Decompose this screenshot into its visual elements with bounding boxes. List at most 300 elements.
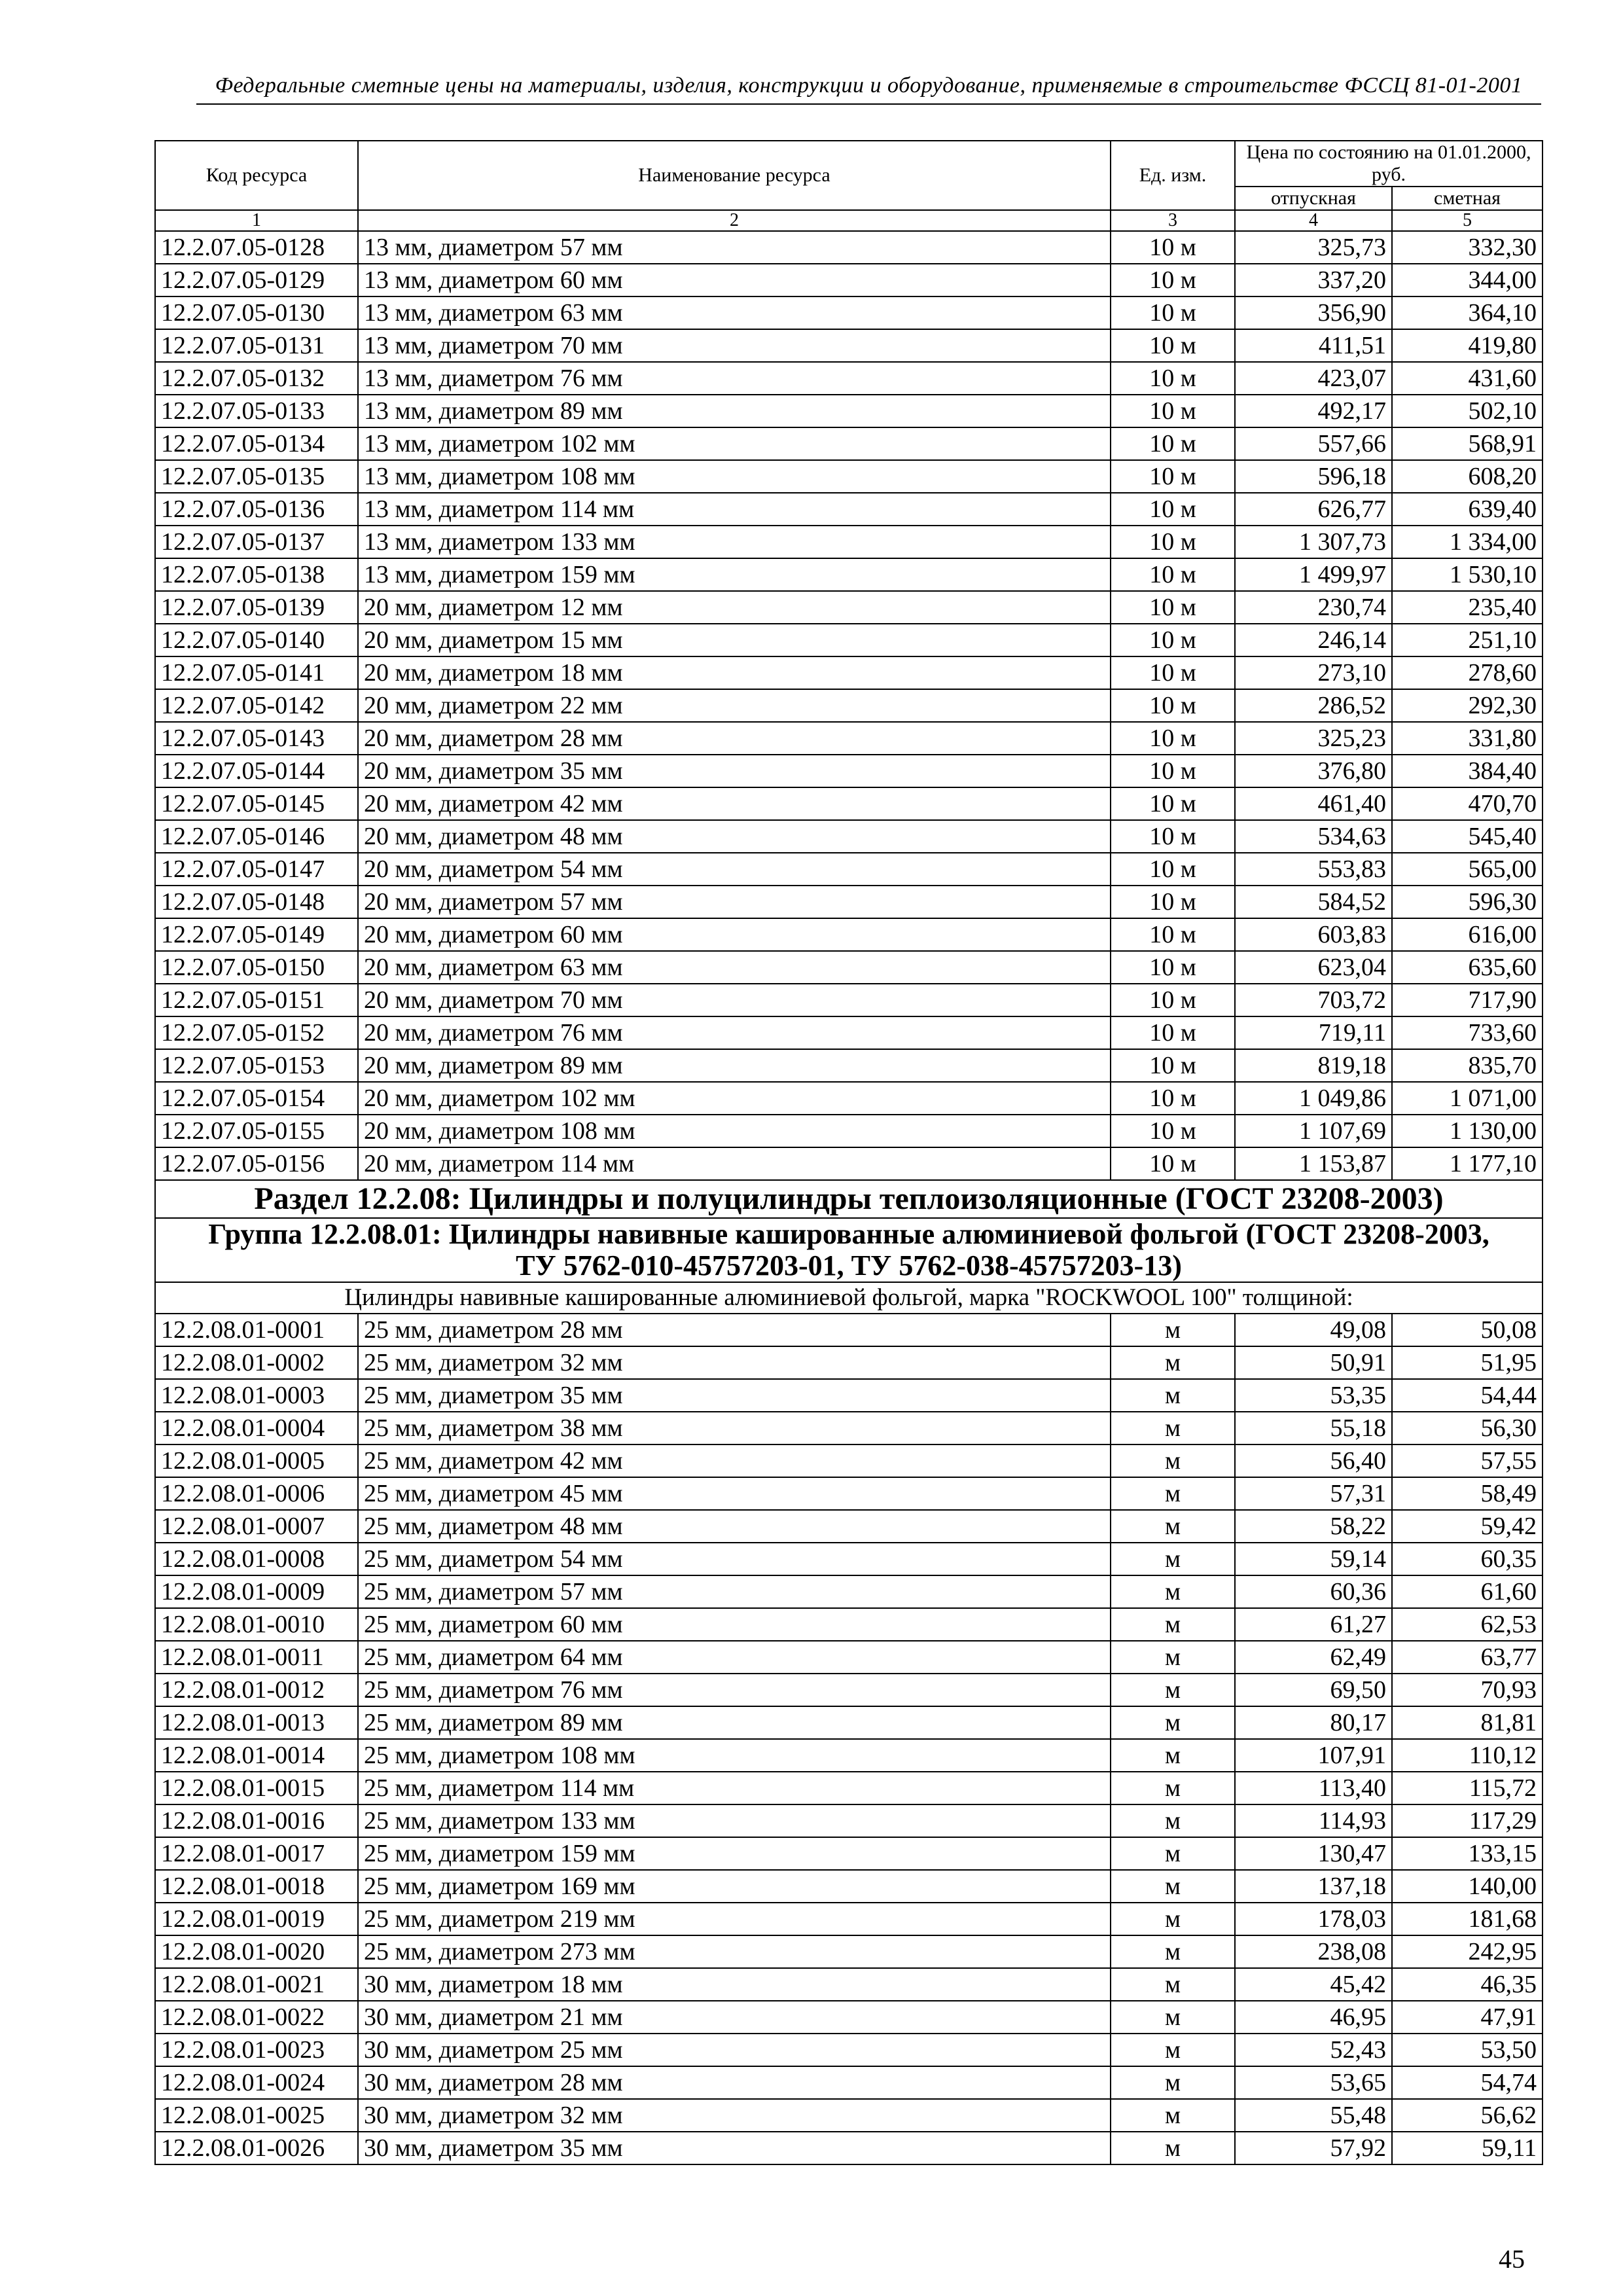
subgroup-title: Цилиндры навивные кашированные алюминиевой фольгой, марка "ROCKWOOL 100" толщиной: (155, 1282, 1543, 1314)
estimate-price: 62,53 (1392, 1608, 1543, 1641)
unit-of-measure: м (1111, 1804, 1235, 1837)
table-row (155, 755, 1543, 787)
resource-code: 12.2.07.05-0144 (155, 755, 358, 787)
unit-of-measure: 10 м (1111, 362, 1235, 395)
resource-code: 12.2.08.01-0002 (155, 1346, 358, 1379)
table-row (155, 329, 1543, 362)
table-row (155, 1049, 1543, 1082)
resource-code: 12.2.07.05-0136 (155, 493, 358, 526)
resource-name: 13 мм, диаметром 60 мм (358, 264, 1111, 296)
table-row (155, 395, 1543, 427)
header-rule (196, 103, 1541, 105)
resource-code: 12.2.07.05-0152 (155, 1016, 358, 1049)
unit-of-measure: м (1111, 1346, 1235, 1379)
table-row (155, 1641, 1543, 1674)
resource-code: 12.2.08.01-0003 (155, 1379, 358, 1412)
section-headings (155, 1180, 1543, 1314)
table-row (155, 1706, 1543, 1739)
unit-of-measure: 10 м (1111, 526, 1235, 558)
release-price: 325,23 (1235, 722, 1392, 755)
unit-of-measure: м (1111, 1575, 1235, 1608)
resource-code: 12.2.08.01-0009 (155, 1575, 358, 1608)
table-row (155, 1147, 1543, 1180)
estimate-price: 133,15 (1392, 1837, 1543, 1870)
resource-code: 12.2.07.05-0146 (155, 820, 358, 853)
table-row (155, 2099, 1543, 2132)
unit-of-measure: м (1111, 1968, 1235, 2001)
estimate-price: 59,11 (1392, 2132, 1543, 2164)
unit-of-measure: 10 м (1111, 558, 1235, 591)
estimate-price: 46,35 (1392, 1968, 1543, 2001)
resource-name: 13 мм, диаметром 114 мм (358, 493, 1111, 526)
release-price: 230,74 (1235, 591, 1392, 624)
resource-name: 20 мм, диаметром 70 мм (358, 984, 1111, 1016)
resource-name: 13 мм, диаметром 57 мм (358, 231, 1111, 264)
table-row (155, 984, 1543, 1016)
table-row (155, 2034, 1543, 2066)
resource-code: 12.2.07.05-0145 (155, 787, 358, 820)
unit-of-measure: м (1111, 2034, 1235, 2066)
resource-name: 13 мм, диаметром 133 мм (358, 526, 1111, 558)
unit-of-measure: 10 м (1111, 493, 1235, 526)
estimate-price: 242,95 (1392, 1935, 1543, 1968)
header-price: Цена по состоянию на 01.01.2000, руб. (1235, 141, 1543, 187)
release-price: 62,49 (1235, 1641, 1392, 1674)
table-row (155, 526, 1543, 558)
resource-name: 13 мм, диаметром 159 мм (358, 558, 1111, 591)
resource-code: 12.2.08.01-0024 (155, 2066, 358, 2099)
page-number: 45 (1499, 2244, 1525, 2274)
resource-name: 30 мм, диаметром 28 мм (358, 2066, 1111, 2099)
estimate-price: 1 334,00 (1392, 526, 1543, 558)
unit-of-measure: 10 м (1111, 1049, 1235, 1082)
unit-of-measure: 10 м (1111, 820, 1235, 853)
unit-of-measure: 10 м (1111, 264, 1235, 296)
release-price: 60,36 (1235, 1575, 1392, 1608)
rows-group-12-2-08-01 (155, 1314, 1543, 2164)
release-price: 137,18 (1235, 1870, 1392, 1903)
table-row (155, 1772, 1543, 1804)
release-price: 69,50 (1235, 1674, 1392, 1706)
table-row (155, 1379, 1543, 1412)
estimate-price: 565,00 (1392, 853, 1543, 886)
release-price: 273,10 (1235, 656, 1392, 689)
estimate-price: 344,00 (1392, 264, 1543, 296)
unit-of-measure: м (1111, 1444, 1235, 1477)
unit-of-measure: м (1111, 2001, 1235, 2034)
table-row (155, 1082, 1543, 1115)
resource-code: 12.2.07.05-0150 (155, 951, 358, 984)
table-row (155, 1510, 1543, 1543)
resource-name: 25 мм, диаметром 89 мм (358, 1706, 1111, 1739)
price-table (154, 140, 1543, 2165)
unit-of-measure: м (1111, 1674, 1235, 1706)
unit-of-measure: 10 м (1111, 591, 1235, 624)
resource-name: 20 мм, диаметром 89 мм (358, 1049, 1111, 1082)
estimate-price: 110,12 (1392, 1739, 1543, 1772)
estimate-price: 70,93 (1392, 1674, 1543, 1706)
resource-code: 12.2.08.01-0016 (155, 1804, 358, 1837)
resource-name: 25 мм, диаметром 28 мм (358, 1314, 1111, 1346)
estimate-price: 117,29 (1392, 1804, 1543, 1837)
estimate-price: 545,40 (1392, 820, 1543, 853)
table-header-row (155, 141, 1543, 187)
column-number: 4 (1235, 210, 1392, 231)
table-row (155, 689, 1543, 722)
resource-code: 12.2.07.05-0156 (155, 1147, 358, 1180)
estimate-price: 56,62 (1392, 2099, 1543, 2132)
table-row (155, 1935, 1543, 1968)
estimate-price: 140,00 (1392, 1870, 1543, 1903)
estimate-price: 431,60 (1392, 362, 1543, 395)
header-name: Наименование ресурса (358, 141, 1111, 210)
unit-of-measure: 10 м (1111, 1115, 1235, 1147)
resource-code: 12.2.08.01-0015 (155, 1772, 358, 1804)
release-price: 130,47 (1235, 1837, 1392, 1870)
table-row (155, 1968, 1543, 2001)
resource-name: 25 мм, диаметром 114 мм (358, 1772, 1111, 1804)
table-row (155, 493, 1543, 526)
release-price: 356,90 (1235, 296, 1392, 329)
resource-name: 20 мм, диаметром 60 мм (358, 918, 1111, 951)
release-price: 53,65 (1235, 2066, 1392, 2099)
estimate-price: 835,70 (1392, 1049, 1543, 1082)
release-price: 584,52 (1235, 886, 1392, 918)
release-price: 55,48 (1235, 2099, 1392, 2132)
resource-code: 12.2.08.01-0001 (155, 1314, 358, 1346)
resource-name: 20 мм, диаметром 57 мм (358, 886, 1111, 918)
resource-name: 25 мм, диаметром 159 мм (358, 1837, 1111, 1870)
column-number: 5 (1392, 210, 1543, 231)
resource-name: 25 мм, диаметром 273 мм (358, 1935, 1111, 1968)
release-price: 1 307,73 (1235, 526, 1392, 558)
estimate-price: 50,08 (1392, 1314, 1543, 1346)
table-row (155, 1739, 1543, 1772)
price-table-body (155, 141, 1543, 231)
table-row (155, 1870, 1543, 1903)
resource-name: 20 мм, диаметром 102 мм (358, 1082, 1111, 1115)
rows-section-12-2-07 (155, 231, 1543, 1180)
unit-of-measure: 10 м (1111, 853, 1235, 886)
release-price: 337,20 (1235, 264, 1392, 296)
release-price: 45,42 (1235, 1968, 1392, 2001)
table-row (155, 1346, 1543, 1379)
release-price: 57,31 (1235, 1477, 1392, 1510)
release-price: 238,08 (1235, 1935, 1392, 1968)
resource-name: 20 мм, диаметром 63 мм (358, 951, 1111, 984)
resource-name: 13 мм, диаметром 63 мм (358, 296, 1111, 329)
release-price: 492,17 (1235, 395, 1392, 427)
resource-code: 12.2.07.05-0149 (155, 918, 358, 951)
unit-of-measure: м (1111, 1837, 1235, 1870)
unit-of-measure: 10 м (1111, 755, 1235, 787)
resource-name: 25 мм, диаметром 108 мм (358, 1739, 1111, 1772)
running-header: Федеральные сметные цены на материалы, изделия, конструкции и оборудование, применяемые в строительстве ФССЦ 81-01-2001 (215, 73, 1523, 98)
table-row (155, 1837, 1543, 1870)
resource-name: 20 мм, диаметром 76 мм (358, 1016, 1111, 1049)
release-price: 819,18 (1235, 1049, 1392, 1082)
resource-code: 12.2.07.05-0151 (155, 984, 358, 1016)
release-price: 703,72 (1235, 984, 1392, 1016)
table-row (155, 264, 1543, 296)
table-row (155, 1575, 1543, 1608)
estimate-price: 733,60 (1392, 1016, 1543, 1049)
estimate-price: 635,60 (1392, 951, 1543, 984)
estimate-price: 364,10 (1392, 296, 1543, 329)
table-row (155, 1444, 1543, 1477)
column-number: 2 (358, 210, 1111, 231)
resource-code: 12.2.07.05-0129 (155, 264, 358, 296)
unit-of-measure: 10 м (1111, 722, 1235, 755)
estimate-price: 251,10 (1392, 624, 1543, 656)
unit-of-measure: 10 м (1111, 395, 1235, 427)
release-price: 1 049,86 (1235, 1082, 1392, 1115)
table-row (155, 460, 1543, 493)
resource-name: 25 мм, диаметром 32 мм (358, 1346, 1111, 1379)
unit-of-measure: м (1111, 1477, 1235, 1510)
release-price: 623,04 (1235, 951, 1392, 984)
release-price: 53,35 (1235, 1379, 1392, 1412)
resource-code: 12.2.07.05-0131 (155, 329, 358, 362)
release-price: 411,51 (1235, 329, 1392, 362)
unit-of-measure: м (1111, 1870, 1235, 1903)
resource-name: 30 мм, диаметром 25 мм (358, 2034, 1111, 2066)
estimate-price: 470,70 (1392, 787, 1543, 820)
estimate-price: 639,40 (1392, 493, 1543, 526)
resource-code: 12.2.08.01-0011 (155, 1641, 358, 1674)
resource-code: 12.2.08.01-0013 (155, 1706, 358, 1739)
resource-code: 12.2.07.05-0153 (155, 1049, 358, 1082)
estimate-price: 51,95 (1392, 1346, 1543, 1379)
resource-name: 25 мм, диаметром 219 мм (358, 1903, 1111, 1935)
table-row (155, 1115, 1543, 1147)
resource-code: 12.2.07.05-0141 (155, 656, 358, 689)
release-price: 57,92 (1235, 2132, 1392, 2164)
resource-name: 30 мм, диаметром 21 мм (358, 2001, 1111, 2034)
release-price: 1 499,97 (1235, 558, 1392, 591)
release-price: 553,83 (1235, 853, 1392, 886)
estimate-price: 1 130,00 (1392, 1115, 1543, 1147)
unit-of-measure: 10 м (1111, 951, 1235, 984)
resource-code: 12.2.08.01-0007 (155, 1510, 358, 1543)
table-row (155, 427, 1543, 460)
resource-code: 12.2.08.01-0026 (155, 2132, 358, 2164)
release-price: 178,03 (1235, 1903, 1392, 1935)
resource-name: 13 мм, диаметром 102 мм (358, 427, 1111, 460)
header-unit: Ед. изм. (1111, 141, 1235, 210)
estimate-price: 58,49 (1392, 1477, 1543, 1510)
table-row (155, 886, 1543, 918)
table-row (155, 2132, 1543, 2164)
unit-of-measure: 10 м (1111, 1082, 1235, 1115)
release-price: 461,40 (1235, 787, 1392, 820)
resource-code: 12.2.08.01-0012 (155, 1674, 358, 1706)
resource-name: 20 мм, диаметром 42 мм (358, 787, 1111, 820)
group-title-line2: ТУ 5762-010-45757203-01, ТУ 5762-038-45757203-13) (516, 1249, 1182, 1282)
resource-name: 13 мм, диаметром 76 мм (358, 362, 1111, 395)
resource-code: 12.2.08.01-0006 (155, 1477, 358, 1510)
unit-of-measure: м (1111, 2132, 1235, 2164)
resource-name: 20 мм, диаметром 22 мм (358, 689, 1111, 722)
header-estimate-price: сметная (1392, 187, 1543, 210)
resource-code: 12.2.07.05-0130 (155, 296, 358, 329)
resource-name: 20 мм, диаметром 108 мм (358, 1115, 1111, 1147)
unit-of-measure: м (1111, 2066, 1235, 2099)
release-price: 596,18 (1235, 460, 1392, 493)
table-row (155, 1477, 1543, 1510)
unit-of-measure: м (1111, 1314, 1235, 1346)
resource-name: 25 мм, диаметром 133 мм (358, 1804, 1111, 1837)
release-price: 59,14 (1235, 1543, 1392, 1575)
release-price: 1 107,69 (1235, 1115, 1392, 1147)
release-price: 52,43 (1235, 2034, 1392, 2066)
column-number: 3 (1111, 210, 1235, 231)
estimate-price: 568,91 (1392, 427, 1543, 460)
resource-name: 25 мм, диаметром 48 мм (358, 1510, 1111, 1543)
table-row (155, 2066, 1543, 2099)
unit-of-measure: 10 м (1111, 689, 1235, 722)
estimate-price: 278,60 (1392, 656, 1543, 689)
header-release-price: отпускная (1235, 187, 1392, 210)
release-price: 113,40 (1235, 1772, 1392, 1804)
release-price: 603,83 (1235, 918, 1392, 951)
unit-of-measure: 10 м (1111, 231, 1235, 264)
table-row (155, 1804, 1543, 1837)
estimate-price: 53,50 (1392, 2034, 1543, 2066)
resource-code: 12.2.07.05-0142 (155, 689, 358, 722)
estimate-price: 60,35 (1392, 1543, 1543, 1575)
resource-code: 12.2.07.05-0155 (155, 1115, 358, 1147)
group-title-line1: Группа 12.2.08.01: Цилиндры навивные кашированные алюминиевой фольгой (ГОСТ 23208-2003, (208, 1218, 1489, 1250)
resource-code: 12.2.08.01-0019 (155, 1903, 358, 1935)
table-row (155, 853, 1543, 886)
release-price: 107,91 (1235, 1739, 1392, 1772)
unit-of-measure: м (1111, 1412, 1235, 1444)
release-price: 55,18 (1235, 1412, 1392, 1444)
release-price: 534,63 (1235, 820, 1392, 853)
resource-name: 20 мм, диаметром 54 мм (358, 853, 1111, 886)
table-row (155, 1674, 1543, 1706)
resource-name: 25 мм, диаметром 42 мм (358, 1444, 1111, 1477)
release-price: 626,77 (1235, 493, 1392, 526)
table-row (155, 722, 1543, 755)
resource-code: 12.2.08.01-0025 (155, 2099, 358, 2132)
resource-code: 12.2.07.05-0134 (155, 427, 358, 460)
release-price: 246,14 (1235, 624, 1392, 656)
unit-of-measure: 10 м (1111, 460, 1235, 493)
table-row (155, 1903, 1543, 1935)
table-row (155, 558, 1543, 591)
subgroup-title-row (155, 1282, 1543, 1314)
resource-code: 12.2.08.01-0023 (155, 2034, 358, 2066)
table-row (155, 2001, 1543, 2034)
release-price: 719,11 (1235, 1016, 1392, 1049)
release-price: 557,66 (1235, 427, 1392, 460)
estimate-price: 717,90 (1392, 984, 1543, 1016)
unit-of-measure: м (1111, 1739, 1235, 1772)
unit-of-measure: 10 м (1111, 624, 1235, 656)
unit-of-measure: 10 м (1111, 427, 1235, 460)
estimate-price: 608,20 (1392, 460, 1543, 493)
resource-name: 25 мм, диаметром 60 мм (358, 1608, 1111, 1641)
resource-name: 25 мм, диаметром 57 мм (358, 1575, 1111, 1608)
resource-name: 25 мм, диаметром 45 мм (358, 1477, 1111, 1510)
column-numbers-row (155, 210, 1543, 231)
table-row (155, 1314, 1543, 1346)
release-price: 46,95 (1235, 2001, 1392, 2034)
estimate-price: 384,40 (1392, 755, 1543, 787)
table-row (155, 362, 1543, 395)
estimate-price: 419,80 (1392, 329, 1543, 362)
table-row (155, 951, 1543, 984)
resource-name: 30 мм, диаметром 35 мм (358, 2132, 1111, 2164)
unit-of-measure: м (1111, 1772, 1235, 1804)
release-price: 58,22 (1235, 1510, 1392, 1543)
table-row (155, 1016, 1543, 1049)
resource-code: 12.2.08.01-0008 (155, 1543, 358, 1575)
resource-name: 13 мм, диаметром 70 мм (358, 329, 1111, 362)
unit-of-measure: 10 м (1111, 1016, 1235, 1049)
group-title-row (155, 1218, 1543, 1282)
resource-code: 12.2.08.01-0022 (155, 2001, 358, 2034)
resource-name: 20 мм, диаметром 114 мм (358, 1147, 1111, 1180)
resource-name: 13 мм, диаметром 108 мм (358, 460, 1111, 493)
resource-code: 12.2.07.05-0139 (155, 591, 358, 624)
resource-name: 20 мм, диаметром 28 мм (358, 722, 1111, 755)
unit-of-measure: м (1111, 1641, 1235, 1674)
estimate-price: 1 530,10 (1392, 558, 1543, 591)
resource-code: 12.2.07.05-0138 (155, 558, 358, 591)
resource-code: 12.2.08.01-0005 (155, 1444, 358, 1477)
resource-name: 20 мм, диаметром 18 мм (358, 656, 1111, 689)
resource-name: 20 мм, диаметром 12 мм (358, 591, 1111, 624)
resource-name: 13 мм, диаметром 89 мм (358, 395, 1111, 427)
table-row (155, 1412, 1543, 1444)
header-code: Код ресурса (155, 141, 358, 210)
unit-of-measure: 10 м (1111, 329, 1235, 362)
resource-name: 30 мм, диаметром 32 мм (358, 2099, 1111, 2132)
estimate-price: 331,80 (1392, 722, 1543, 755)
resource-name: 20 мм, диаметром 15 мм (358, 624, 1111, 656)
column-number: 1 (155, 210, 358, 231)
unit-of-measure: 10 м (1111, 918, 1235, 951)
unit-of-measure: 10 м (1111, 787, 1235, 820)
unit-of-measure: 10 м (1111, 984, 1235, 1016)
resource-name: 25 мм, диаметром 169 мм (358, 1870, 1111, 1903)
resource-code: 12.2.07.05-0132 (155, 362, 358, 395)
table-row (155, 231, 1543, 264)
estimate-price: 54,74 (1392, 2066, 1543, 2099)
resource-code: 12.2.08.01-0021 (155, 1968, 358, 2001)
release-price: 114,93 (1235, 1804, 1392, 1837)
unit-of-measure: м (1111, 1510, 1235, 1543)
estimate-price: 56,30 (1392, 1412, 1543, 1444)
resource-code: 12.2.07.05-0137 (155, 526, 358, 558)
estimate-price: 502,10 (1392, 395, 1543, 427)
group-title (155, 1218, 1543, 1282)
resource-code: 12.2.07.05-0128 (155, 231, 358, 264)
resource-name: 25 мм, диаметром 76 мм (358, 1674, 1111, 1706)
table-row (155, 1608, 1543, 1641)
resource-code: 12.2.08.01-0018 (155, 1870, 358, 1903)
estimate-price: 47,91 (1392, 2001, 1543, 2034)
unit-of-measure: м (1111, 1706, 1235, 1739)
release-price: 49,08 (1235, 1314, 1392, 1346)
table-row (155, 1543, 1543, 1575)
release-price: 1 153,87 (1235, 1147, 1392, 1180)
estimate-price: 115,72 (1392, 1772, 1543, 1804)
unit-of-measure: м (1111, 1903, 1235, 1935)
